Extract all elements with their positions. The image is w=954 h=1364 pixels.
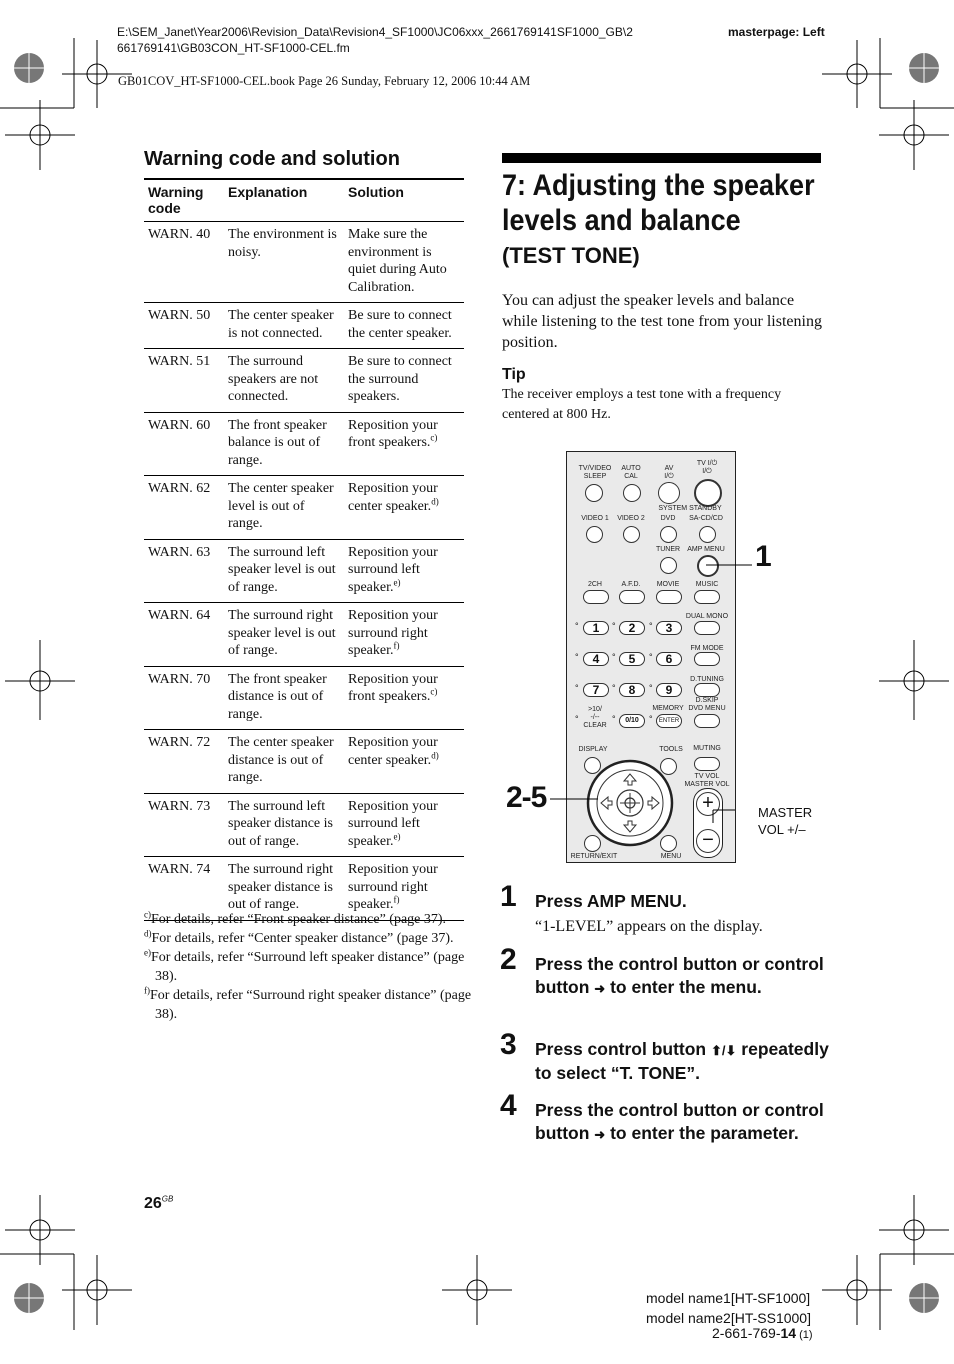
file-path-line2: 661769141\GB03CON_HT-SF1000-CEL.fm <box>117 41 350 55</box>
explanation-cell: The center speaker is not connected. <box>224 303 344 349</box>
explanation-cell: The center speaker distance is out of range. <box>224 730 344 794</box>
solution-footnote-mark: f) <box>393 640 400 651</box>
solution-footnote-mark: d) <box>431 495 439 506</box>
solution-cell <box>344 476 464 540</box>
num-key-4: 4 <box>583 652 609 666</box>
col-header-code: Warning code <box>144 179 224 222</box>
warning-code-cell: WARN. 51 <box>144 349 224 413</box>
footnote-d <box>144 929 475 948</box>
table-row <box>144 666 464 730</box>
solution-cell <box>344 666 464 730</box>
page-suffix: GB <box>161 1194 174 1204</box>
enter-key: ENTER <box>656 714 682 728</box>
dot-icon: ° <box>575 621 579 631</box>
warning-code-cell: WARN. 73 <box>144 793 224 857</box>
label-return-exit: RETURN/EXIT <box>570 853 618 860</box>
solution-cell <box>344 412 464 476</box>
step-4-text-b: to enter the parameter. <box>610 1123 799 1143</box>
col-header-explanation: Explanation <box>224 179 344 222</box>
warning-code-cell: WARN. 40 <box>144 222 224 303</box>
label-dual-mono: DUAL MONO <box>685 613 729 620</box>
dot-icon: ° <box>612 714 616 724</box>
footnotes <box>144 910 475 1024</box>
step-2-text <box>535 953 835 1000</box>
table-row <box>144 793 464 857</box>
table-header-row <box>144 179 464 222</box>
label-sa-cd: SA-CD/CD <box>689 515 723 522</box>
num-key-0: 0/10 <box>619 714 645 728</box>
up-down-arrow-icon: ⬆/⬇ <box>711 1043 737 1058</box>
tip-text: The receiver employs a test tone with a frequency centered at 800 Hz. <box>502 387 782 422</box>
num-key-9: 9 <box>656 683 682 697</box>
solution-cell <box>344 349 464 413</box>
warning-code-cell: WARN. 63 <box>144 539 224 603</box>
solution-footnote-mark: d) <box>431 749 439 760</box>
label-afd: A.F.D. <box>621 581 641 588</box>
solution-text: Reposition your surround left speaker. <box>348 798 438 849</box>
footnote-mark: c) <box>144 909 151 920</box>
tv-power-button <box>694 479 722 507</box>
footnote-f <box>144 986 475 1024</box>
part-bold: 14 <box>780 1325 797 1341</box>
explanation-cell: The environment is noisy. <box>224 222 344 303</box>
dot-icon: ° <box>649 714 653 724</box>
label-muting: MUTING <box>693 745 721 752</box>
step-3-text <box>535 1038 835 1085</box>
label-tuner: TUNER <box>655 546 681 553</box>
step-4-text-a: Press the control button or control button <box>535 1100 824 1143</box>
solution-footnote-mark: e) <box>393 576 401 587</box>
solution-cell <box>344 730 464 794</box>
label-av-power: AV I/⏻ <box>664 465 674 480</box>
num-key-6: 6 <box>656 652 682 666</box>
solution-text: Reposition your surround right speaker. <box>348 862 438 912</box>
callout-lines <box>540 540 760 840</box>
callout-2-5: 2-5 <box>506 781 547 814</box>
dot-icon: ° <box>612 621 616 631</box>
right-arrow-icon: ➜ <box>594 1127 606 1142</box>
solution-text: Reposition your front speakers. <box>348 417 438 450</box>
solution-cell <box>344 603 464 667</box>
label-ten-plus: >10/ -/-- CLEAR <box>583 706 607 729</box>
solution-cell <box>344 303 464 349</box>
tv-video-button <box>585 484 603 502</box>
label-d-skip: D.SKIP DVD MENU <box>688 697 726 712</box>
solution-footnote-mark: c) <box>430 432 438 443</box>
label-fm-mode: FM MODE <box>690 645 724 652</box>
table-row <box>144 222 464 303</box>
part-suffix: (1) <box>796 1329 813 1341</box>
page-subtitle: (TEST TONE) <box>502 243 640 268</box>
step-3-text-b: repeatedly to select “T. TONE”. <box>535 1039 829 1083</box>
table-row <box>144 349 464 413</box>
num-key-5: 5 <box>619 652 645 666</box>
footnote-e <box>144 948 475 986</box>
table-row <box>144 603 464 667</box>
step-1-sub: “1-LEVEL” appears on the display. <box>535 918 763 935</box>
warning-code-cell: WARN. 70 <box>144 666 224 730</box>
callout-1: 1 <box>755 540 772 573</box>
intro-text: You can adjust the speaker levels and balance while listening to the test tone from your listening position. <box>502 292 822 351</box>
num-key-1: 1 <box>583 621 609 635</box>
step-2-text-a: Press the control button or control button <box>535 954 824 997</box>
solution-cell <box>344 539 464 603</box>
plus-icon: + <box>696 792 720 816</box>
step-2-number: 2 <box>500 943 517 976</box>
explanation-cell: The surround right speaker distance is out of range. <box>224 857 344 921</box>
model-name-2: model name2[HT-SS1000] <box>646 1310 811 1326</box>
solution-text: Reposition your surround left speaker. <box>348 544 438 595</box>
label-tv-power: TV I/⏻ I/⏻ <box>696 460 718 475</box>
explanation-cell: The surround speakers are not connected. <box>224 349 344 413</box>
page-number-value: 26 <box>144 1195 162 1212</box>
explanation-cell: The surround right speaker level is out of range. <box>224 603 344 667</box>
footnote-text: For details, refer “Surround left speaker distance” (page 38). <box>151 950 465 984</box>
model-name-1: model name1[HT-SF1000] <box>646 1290 811 1306</box>
num-key-8: 8 <box>619 683 645 697</box>
label-tools: TOOLS <box>659 746 683 753</box>
auto-cal-button <box>623 484 641 502</box>
warning-code-cell: WARN. 50 <box>144 303 224 349</box>
label-display: DISPLAY <box>578 746 608 753</box>
footnote-text: For details, refer “Center speaker distance” (page 37). <box>151 931 454 946</box>
warning-code-cell: WARN. 74 <box>144 857 224 921</box>
step-1-number: 1 <box>500 880 517 913</box>
solution-cell <box>344 222 464 303</box>
footnote-mark: d) <box>144 928 152 939</box>
dot-icon: ° <box>612 652 616 662</box>
page-title: 7: Adjusting the speaker levels and balance <box>502 169 815 237</box>
part-prefix: 2-661-769- <box>712 1325 781 1341</box>
footnote-mark: f) <box>144 985 150 996</box>
table-row <box>144 303 464 349</box>
solution-text: Reposition your surround right speaker. <box>348 608 438 658</box>
master-vol-label <box>758 804 812 838</box>
section-title: Warning code and solution <box>144 148 400 170</box>
table-row <box>144 412 464 476</box>
explanation-cell: The surround left speaker level is out of range. <box>224 539 344 603</box>
footnote-mark: e) <box>144 947 151 958</box>
right-arrow-icon: ➜ <box>594 981 606 996</box>
num-key-2: 2 <box>619 621 645 635</box>
table-row <box>144 476 464 540</box>
label-auto-cal: AUTO CAL <box>621 465 641 480</box>
solution-cell <box>344 793 464 857</box>
dot-icon: ° <box>575 652 579 662</box>
col-header-solution: Solution <box>344 179 464 222</box>
num-key-7: 7 <box>583 683 609 697</box>
masterpage-label: masterpage: Left <box>728 25 825 39</box>
step-2-text-b: to enter the menu. <box>610 977 762 997</box>
table-row <box>144 730 464 794</box>
label-video1: VIDEO 1 <box>581 515 609 522</box>
solution-text: Reposition your center speaker. <box>348 481 438 514</box>
label-music: MUSIC <box>695 581 719 588</box>
label-memory: MEMORY <box>652 705 684 712</box>
solution-footnote-mark: e) <box>393 830 401 841</box>
label-2ch: 2CH <box>587 581 602 588</box>
solution-footnote-mark: f) <box>393 894 400 905</box>
dot-icon: ° <box>649 683 653 693</box>
step-4-number: 4 <box>500 1089 517 1122</box>
file-path-line1: E:\SEM_Janet\Year2006\Revision_Data\Revision4_SF1000\JC06xxx_2661769141SF1000_GB\2 <box>117 25 633 39</box>
dot-icon: ° <box>612 683 616 693</box>
table-row <box>144 539 464 603</box>
page-number <box>144 1195 173 1213</box>
solution-text: Be sure to connect the center speaker. <box>348 308 452 341</box>
warning-code-cell: WARN. 72 <box>144 730 224 794</box>
step-3-text-a: Press control button <box>535 1039 707 1059</box>
num-key-3: 3 <box>656 621 682 635</box>
label-system-standby: SYSTEM STANDBY <box>658 505 722 512</box>
warning-code-cell: WARN. 62 <box>144 476 224 540</box>
label-menu: MENU <box>660 853 682 860</box>
step-1-text: Press AMP MENU. <box>535 891 687 911</box>
book-info: GB01COV_HT-SF1000-CEL.book Page 26 Sunday, February 12, 2006 10:44 AM <box>118 74 531 88</box>
title-rule <box>502 153 821 163</box>
label-movie: MOVIE <box>656 581 680 588</box>
warning-code-cell: WARN. 64 <box>144 603 224 667</box>
label-tv-video-sleep: TV/VIDEO SLEEP <box>578 465 612 480</box>
warning-table <box>144 178 464 921</box>
dot-icon: ° <box>575 714 579 724</box>
explanation-cell: The front speaker balance is out of range. <box>224 412 344 476</box>
dot-icon: ° <box>649 621 653 631</box>
part-number <box>712 1325 813 1341</box>
solution-text: Reposition your center speaker. <box>348 735 438 768</box>
solution-text: Make sure the environment is quiet during Auto Calibration. <box>348 227 447 295</box>
av-power-button <box>658 482 680 504</box>
dot-icon: ° <box>649 652 653 662</box>
footnote-c <box>144 910 475 929</box>
label-dvd: DVD <box>660 515 676 522</box>
step-4-text <box>535 1099 835 1146</box>
explanation-cell: The surround left speaker distance is out of range. <box>224 793 344 857</box>
dot-icon: ° <box>575 683 579 693</box>
label-amp-menu: AMP MENU <box>687 546 725 553</box>
explanation-cell: The center speaker level is out of range. <box>224 476 344 540</box>
solution-footnote-mark: c) <box>430 686 438 697</box>
solution-text: Be sure to connect the surround speakers. <box>348 354 452 404</box>
footnote-text: For details, refer “Front speaker distance” (page 37). <box>151 912 447 927</box>
tip-title: Tip <box>502 366 526 383</box>
master-vol-line2: VOL +/– <box>758 822 806 837</box>
explanation-cell: The front speaker distance is out of range. <box>224 666 344 730</box>
label-d-tuning: D.TUNING <box>690 676 724 683</box>
step-3-number: 3 <box>500 1028 517 1061</box>
warning-code-cell: WARN. 60 <box>144 412 224 476</box>
footnote-text: For details, refer “Surround right speaker distance” (page 38). <box>150 988 472 1022</box>
label-tv-vol: TV VOL MASTER VOL <box>684 773 730 788</box>
label-video2: VIDEO 2 <box>617 515 645 522</box>
master-vol-line1: MASTER <box>758 805 813 820</box>
solution-text: Reposition your front speakers. <box>348 671 438 704</box>
minus-icon: − <box>696 829 720 853</box>
